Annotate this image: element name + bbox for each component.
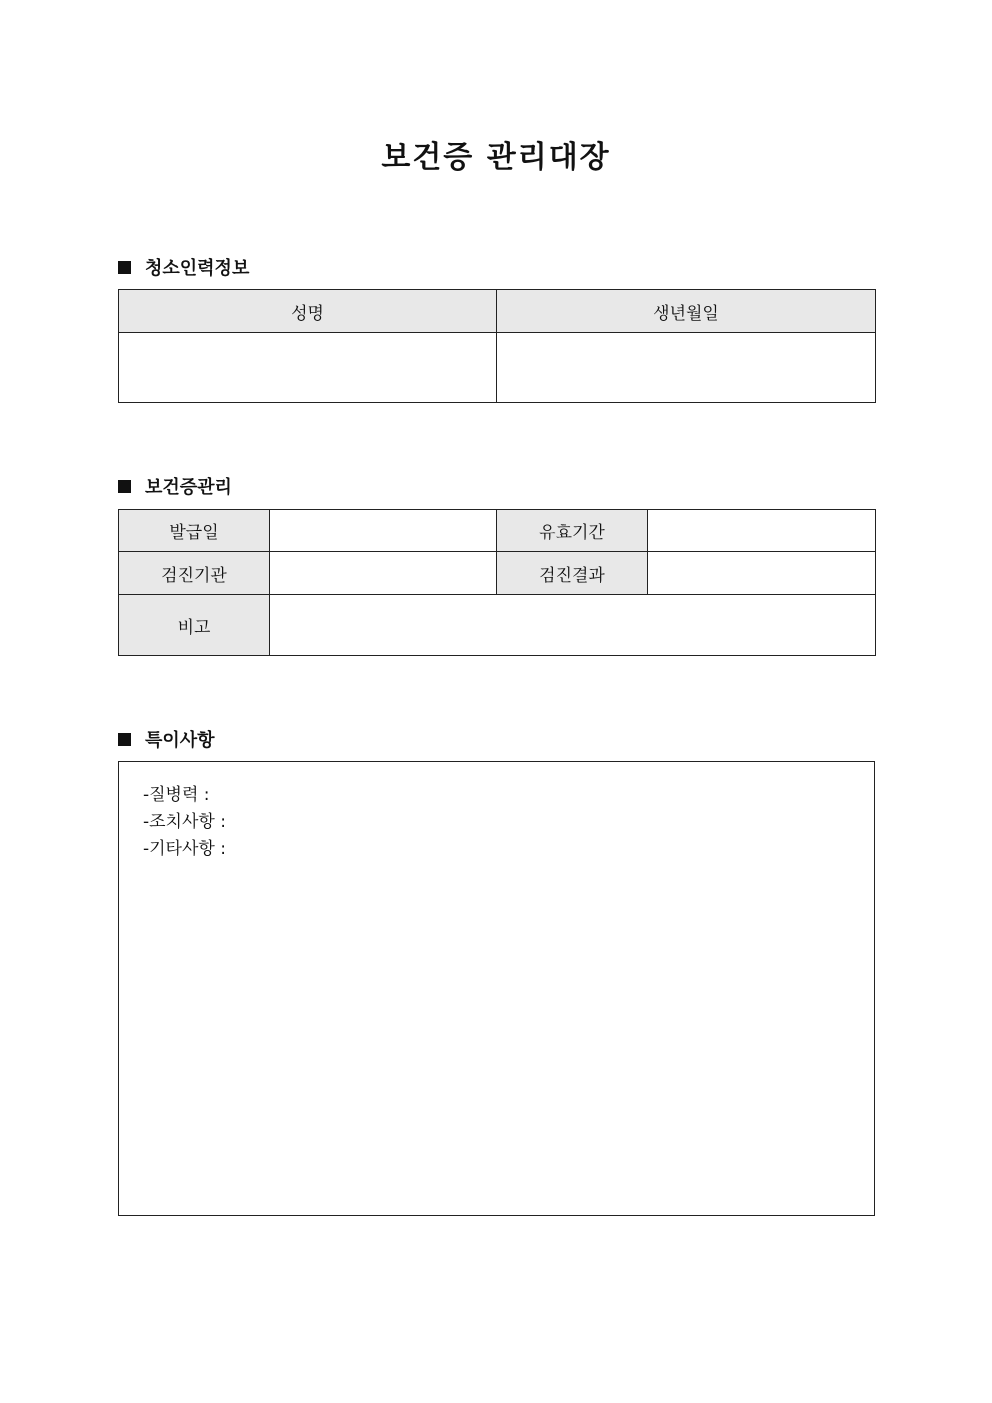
issue-date-label: 발급일: [119, 510, 270, 552]
exam-org-field[interactable]: [270, 552, 497, 595]
section-heading-label: 보건증관리: [145, 477, 232, 498]
staff-info-table: [118, 289, 876, 403]
section-heading-staff-info: [118, 254, 249, 280]
column-header-birthdate: 생년월일: [497, 290, 876, 333]
exam-result-field[interactable]: [648, 552, 876, 595]
validity-field[interactable]: [648, 510, 876, 552]
section-heading-special-notes: [118, 726, 215, 752]
remarks-label: 비고: [119, 595, 270, 656]
name-field[interactable]: [119, 333, 497, 403]
note-line-actions-taken: -조치사항 :: [143, 812, 226, 832]
column-header-name: 성명: [119, 290, 497, 333]
birthdate-field[interactable]: [497, 333, 876, 403]
note-line-other: -기타사항 :: [143, 839, 226, 859]
exam-result-label: 검진결과: [497, 552, 648, 595]
note-line-disease-history: -질병력 :: [143, 785, 210, 805]
square-bullet-icon: [118, 480, 131, 493]
page-title: 보건증 관리대장: [381, 140, 611, 175]
square-bullet-icon: [118, 733, 131, 746]
validity-label: 유효기간: [497, 510, 648, 552]
section-heading-health-cert: [118, 473, 232, 499]
section-heading-label: 특이사항: [145, 730, 215, 751]
section-heading-label: 청소인력정보: [145, 258, 250, 279]
square-bullet-icon: [118, 261, 131, 274]
remarks-field[interactable]: [270, 595, 876, 656]
health-cert-table: [118, 509, 876, 656]
special-notes-box[interactable]: [118, 761, 875, 1216]
exam-org-label: 검진기관: [119, 552, 270, 595]
issue-date-field[interactable]: [270, 510, 497, 552]
